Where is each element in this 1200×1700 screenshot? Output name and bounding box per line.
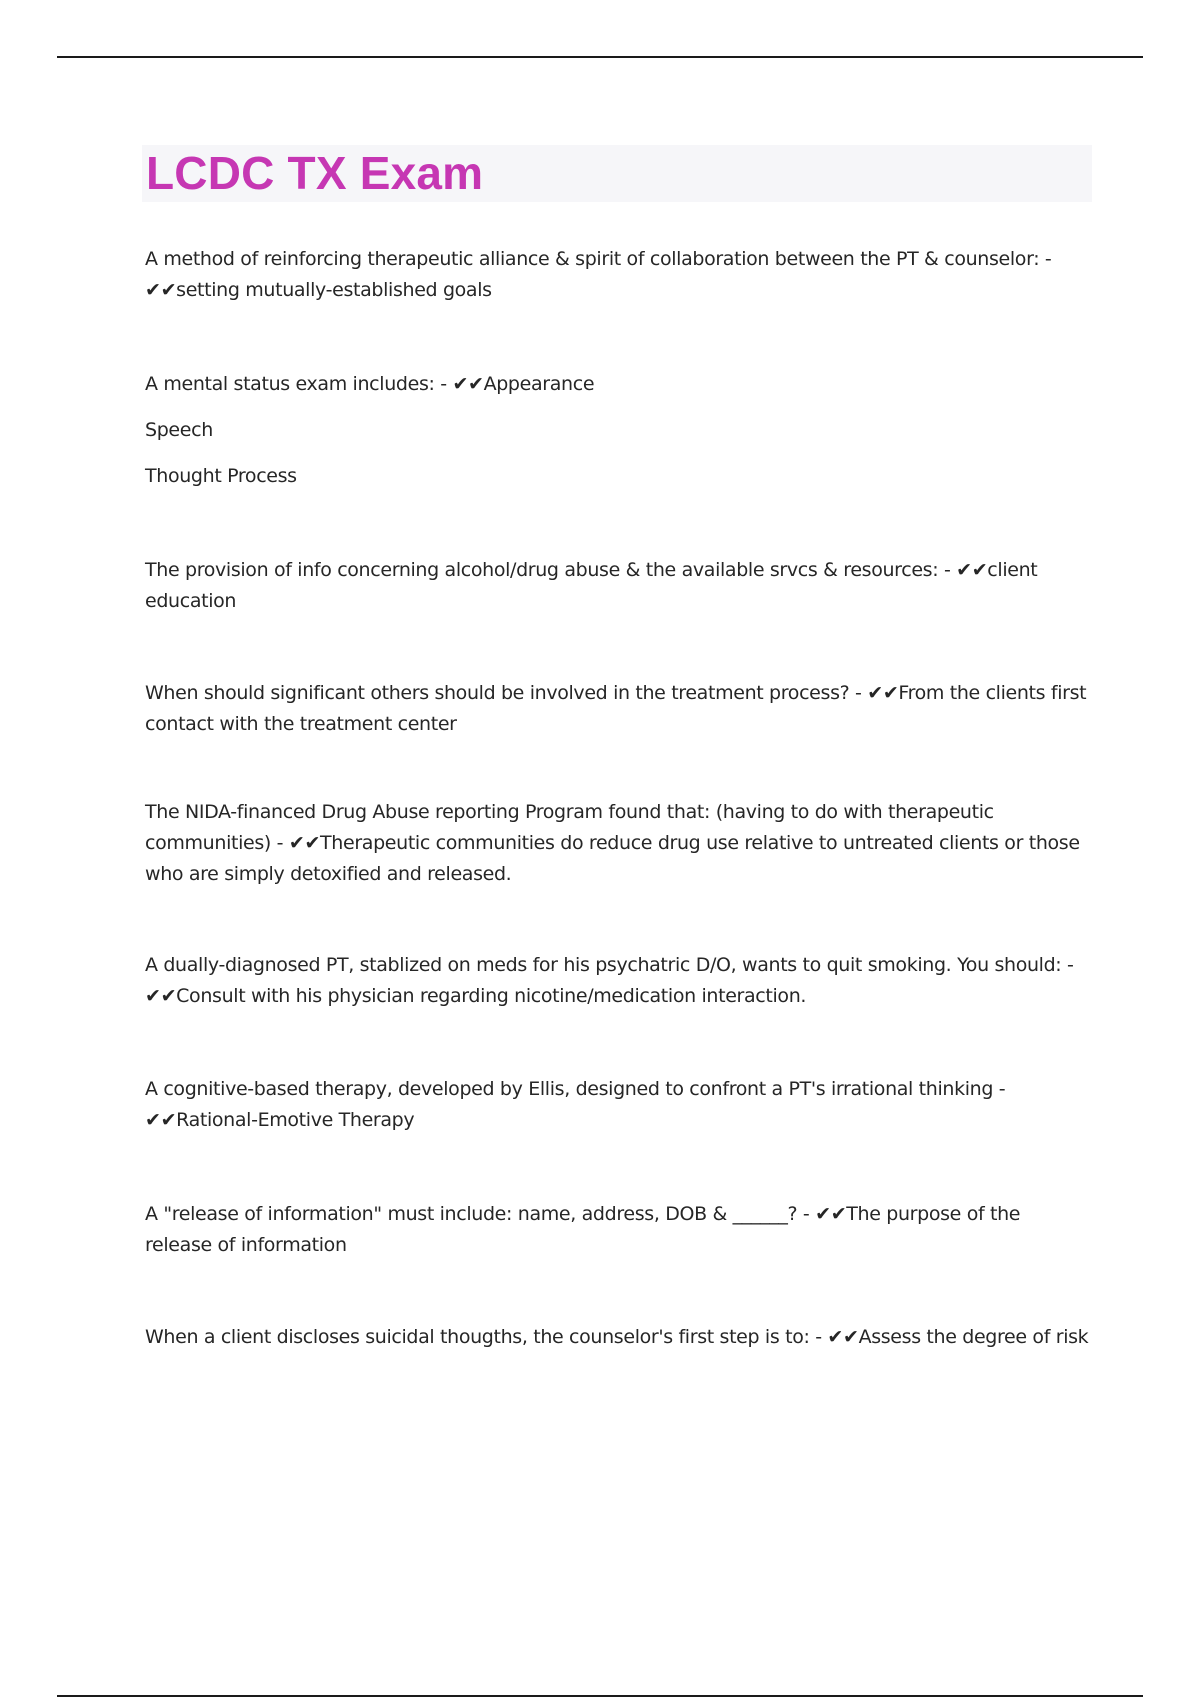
check-icon: ✔✔ <box>288 832 321 854</box>
check-icon: ✔✔ <box>145 1109 177 1131</box>
answer-extra-line: Speech <box>145 419 213 441</box>
check-icon: ✔✔ <box>145 279 177 301</box>
qa-item <box>145 244 1090 306</box>
check-icon: ✔✔ <box>145 985 177 1007</box>
check-icon: ✔✔ <box>956 559 988 581</box>
answer-text: Rational-Emotive Therapy <box>176 1109 415 1131</box>
question-text: When a client discloses suicidal thougths, the counselor's first step is to: - <box>145 1326 822 1348</box>
answer-text: Therapeutic communities do reduce drug use relative to untreated clients or those who are simply detoxified and released. <box>145 832 1080 885</box>
question-text: A dually-diagnosed PT, stablized on meds for his psychatric D/O, wants to quit smoking. You should: - <box>145 954 1074 976</box>
qa-text <box>145 244 1090 306</box>
question-text: A cognitive-based therapy, developed by Ellis, designed to confront a PT's irrational thinking - <box>145 1078 1006 1100</box>
qa-text <box>145 678 1090 740</box>
answer-text: The purpose of the release of information <box>145 1203 1021 1256</box>
qa-item <box>145 678 1090 740</box>
check-icon: ✔✔ <box>815 1203 847 1225</box>
answer-extra-line: Thought Process <box>145 465 297 487</box>
answer-text: Appearance <box>483 373 595 395</box>
check-icon: ✔✔ <box>452 373 484 395</box>
check-icon: ✔✔ <box>867 682 899 704</box>
qa-item <box>145 555 1090 617</box>
qa-text <box>145 950 1090 1012</box>
qa-text <box>145 1322 1090 1353</box>
qa-item <box>145 1074 1090 1136</box>
question-text: When should significant others should be involved in the treatment process? - <box>145 682 862 704</box>
qa-item <box>145 797 1090 890</box>
answer-text: From the clients first contact with the treatment center <box>145 682 1087 735</box>
check-icon: ✔✔ <box>827 1326 859 1348</box>
qa-item <box>145 950 1090 1012</box>
answer-text: Consult with his physician regarding nicotine/medication interaction. <box>176 985 807 1007</box>
qa-text <box>145 1074 1090 1136</box>
qa-item <box>145 369 1090 492</box>
qa-item <box>145 1199 1090 1261</box>
question-text: The provision of info concerning alcohol/drug abuse & the available srvcs & resources: - <box>145 559 951 581</box>
title-banner <box>142 145 1092 202</box>
question-text: A mental status exam includes: - <box>145 373 447 395</box>
qa-text <box>145 797 1090 890</box>
question-text: A method of reinforcing therapeutic alliance & spirit of collaboration between the PT & counselor: - <box>145 248 1052 270</box>
question-text: The NIDA-financed Drug Abuse reporting Program found that: (having to do with therapeutic communities) - <box>145 801 994 854</box>
question-text: A "release of information" must include: name, address, DOB & ______? - <box>145 1203 810 1225</box>
answer-text: setting mutually-established goals <box>176 279 492 301</box>
qa-text <box>145 1199 1090 1261</box>
header-rule <box>57 56 1143 58</box>
qa-item <box>145 1322 1090 1353</box>
answer-text: Assess the degree of risk <box>858 1326 1089 1348</box>
document-title: LCDC TX Exam <box>146 147 484 199</box>
qa-text <box>145 555 1090 617</box>
footer-rule <box>57 1695 1143 1697</box>
answer-text: client education <box>145 559 1038 612</box>
qa-text <box>145 369 1090 400</box>
